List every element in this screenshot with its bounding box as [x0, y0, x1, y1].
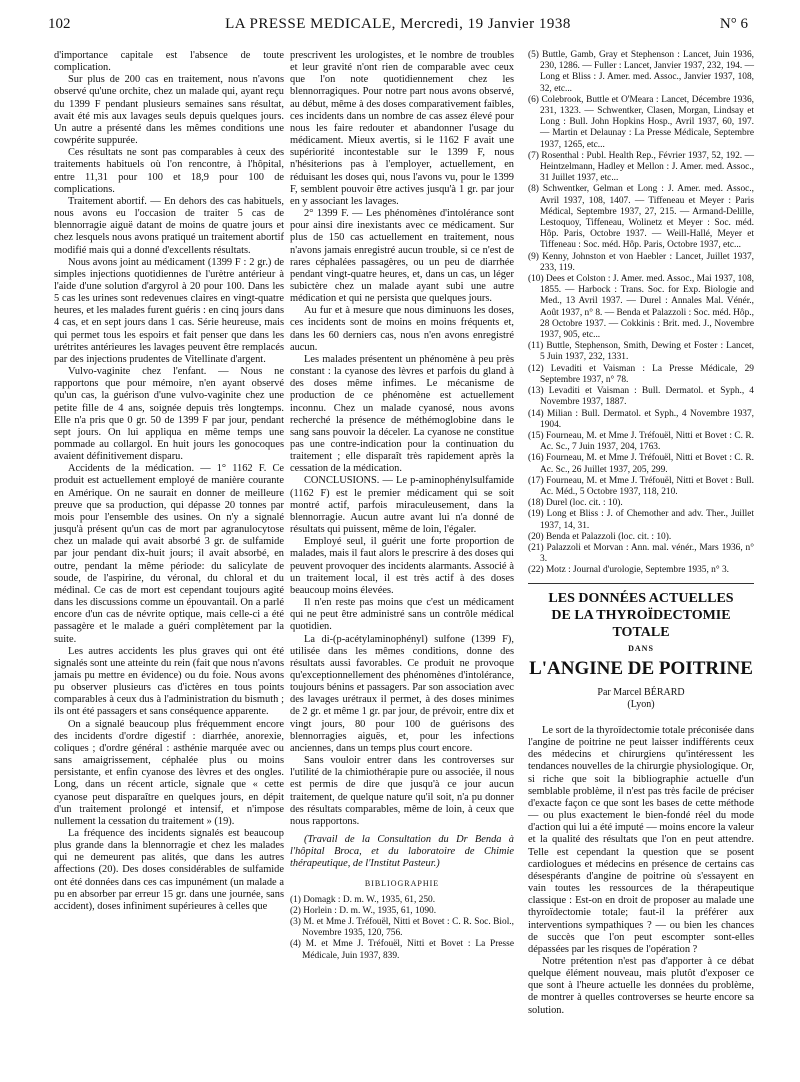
reference-item: (5) Buttle, Gamb, Gray et Stephenson : Lancet, Juin 1936, 230, 1286. — Fuller : Lancet, Janvier 1937, 232, 194. — Long et Bliss : J. Amer. med. Assoc., Janvier 1937, 108, 32, etc...	[528, 50, 754, 94]
paragraph: La fréquence des incidents signalés est beaucoup plus grande dans la blennorragie et chez les malades qui ne demeurent pas alités, que dans les autres affections (20). Des doses considérables de sulfamide ont été données dans ces cas impunément (un malade a pu en absorber par erreur 15 gr. dans une journée, sans accident), doses infiniment supérieures à celles que	[54, 828, 284, 912]
reference-item: (1) Domagk : D. m. W., 1935, 61, 250.	[290, 894, 436, 905]
affiliation-note: (Travail de la Consultation du Dr Benda à l'hôpital Broca, et du laboratoire de Chimie thérapeutique, de l'Institut Pasteur.)	[290, 834, 514, 870]
paragraph: Sans vouloir entrer dans les controverses sur l'utilité de la chimiothérapie pure ou associée, il nous est permis de dire que jusqu'à ce jour aucun traitement, de quelque nature qu'il soit, n'a pu donner des résultats comparables, même de loin, à ceux que nous rapportons.	[290, 755, 514, 827]
bibliography-heading: BIBLIOGRAPHIE	[364, 879, 440, 889]
paragraph: Il n'en reste pas moins que c'est un médicament qui ne peut être administré sans un contrôle médical quotidien.	[290, 597, 514, 633]
reference-item: (15) Fourneau, M. et Mme J. Tréfouël, Nitti et Bovet : C. R. Ac. Sc., 7 Juin 1937, 204, 1763.	[528, 430, 754, 453]
reference-item: (6) Colebrook, Buttle et O'Meara : Lancet, Décembre 1936, 231, 1323. — Schwentker, Clasen, Morgan, Lindsay et Long : Bull. John Hopkins Hosp., Avril 1937, 60, 197. — Martin et Delaunay : La Presse Médicale, Septembre 1937, 1265, etc...	[528, 94, 754, 150]
article-title-line-1: LES DONNÉES ACTUELLES	[548, 590, 734, 606]
column-2	[290, 50, 514, 962]
paragraph: Vulvo-vaginite chez l'enfant. — Nous ne rapportons que pour mémoire, n'en ayant observé qu'un cas, la guérison d'une vulvo-vaginite chez une petite fille de 4 ans, soignée depuis très longtemps. Elle n'a pris que 0 gr. 50 de 1399 F par jour, pendant sept jours. On lui appliqua en même temps une pommade au collargol. En huit jours les gonocoques avaient définitivement disparu.	[54, 366, 284, 463]
paragraph: Le sort de la thyroïdectomie totale préconisée dans l'angine de poitrine ne peut laisser indifférents ceux des médecins et chirurgiens qu'intéressent les tendances nouvelles de la chirurgie physiologique. Or, si riche que soit la bibliographie actuelle d'un semblable problème, il n'est pas très facile de préciser d'exacte façon ce que sont les bases de cette méthode — ou plus exactement le bien-fondé réel du mode d'action qui lui a été imputé — moins encore la valeur et la qualité des résultats que l'on en peut attendre. Telle est cependant la question que se posent cardiologues et médecins en présence de certains cas désespérants d'angine de poitrine où s'essayent en vain toutes les ressources de la thérapeutique classique : Est-on en droit de proposer au malade une thyroïdectomie totale; faut-il la préférer aux interventions sympathiques ? — ou bien les chances de succès que l'on peut escompter sont-elles dépassées par les risques de l'opération ?	[528, 725, 754, 955]
paragraph: prescrivent les urologistes, et le nombre de troubles et leur gravité n'ont rien de comparable avec ceux que l'on note quotidiennement chez les blennorragiques. Pour notre part nous avons observé, au début, même à des doses comparativement faibles, ces incidents dans un nombre de cas assez élevé pour nous les faire redouter et abandonner l'usage du médicament. Mieux avertis, si le 1162 F avait une supériorité incontestable sur le 1399 F, nous n'hésiterions pas à l'employer, actuellement, en réduisant les doses qui, nous l'avons vu, pour le 1399 F, semblent pouvoir être actives jusqu'à 1 gr. par jour en y associant les lavages.	[290, 50, 514, 207]
reference-item: (19) Long et Bliss : J. of Chemother and adv. Ther., Juillet 1937, 14, 31.	[528, 509, 754, 531]
issue-number: N° 6	[719, 16, 748, 32]
masthead-title: LA PRESSE MEDICALE, Mercredi, 19 Janvier 1938	[225, 16, 571, 32]
column-3	[528, 50, 754, 1017]
reference-item: (21) Palazzoli et Morvan : Ann. mal. vénér., Mars 1936, n° 3.	[528, 542, 754, 565]
reference-item: (22) Motz : Journal d'urologie, Septembre 1935, n° 3.	[528, 565, 729, 576]
article-title-line-2: DE LA THYROÏDECTOMIE TOTALE	[551, 607, 731, 640]
reference-item: (13) Levaditi et Vaisman : Bull. Dermatol. et Syph., 4 Novembre 1937, 1887.	[528, 386, 754, 408]
reference-item: (20) Benda et Palazzoli (loc. cit. : 10).	[528, 531, 672, 542]
column-1	[54, 50, 284, 913]
spacer	[528, 711, 754, 725]
paragraph: Au fur et à mesure que nous diminuons les doses, ces incidents sont de moins en moins fréquents et, dans les 60 derniers cas, nous n'en avons enregistré aucun.	[290, 305, 514, 353]
reference-item: (17) Fourneau, M. et Mme J. Tréfouël, Nitti et Bovet : Bull. Ac. Méd., 5 Octobre 1937, 118, 210.	[528, 475, 754, 497]
article-title-connector: DANS	[628, 643, 654, 653]
paragraph: Accidents de la médication. — 1° 1162 F. Ce produit est actuellement employé de manière courante en Amérique. On ne saurait en donner de meilleure preuve que sa production, qui dépasse 20 tonnes par mois pour l'ensemble des usines. On n'y a signalé jusqu'à présent qu'un cas de mort par agranulocytose chez un malade qui avait absorbé 3 gr. de sulfamide par jour pendant dix-huit jours; il avait absorbé, en outre, pendant la même période: du salicylate de soude, de l'aspirine, du véronal, du chloral et du médinal. Ce cas de mort est cependant toujours agité dans les discussions comme un épouvantail. On a parlé encore d'un cas de névrite optique, mais celle-ci a été passagère et le malade a guéri complètement par la suite.	[54, 463, 284, 645]
article-author: Par Marcel BÉRARD	[597, 686, 685, 698]
bibliography-list-continued	[528, 50, 754, 577]
paragraph: CONCLUSIONS. — Le p-aminophénylsulfamide (1162 F) est le premier médicament qui se soit montré actif, parfois miraculeusement, dans la blennorragie. Aucun autre avant lui n'a donné de résultats qui puissent, même de loin, l'égaler.	[290, 475, 514, 536]
reference-item: (7) Rosenthal : Publ. Health Rep., Février 1937, 52, 192. — Heintzelmann, Hadley et Mellon : J. Amer. med. Assoc., 31 Juillet 1937, etc...	[528, 150, 754, 184]
article-author-city: (Lyon)	[627, 698, 655, 710]
paragraph: Traitement abortif. — En dehors des cas habituels, nous avons eu l'occasion de traiter 5 cas de blennorragie aiguë datant de moins de quatre jours et chez lesquels nous avons pratiqué un traitement abortif modifié mais qui a donné d'excellents résultats.	[54, 195, 284, 256]
reference-item: (16) Fourneau, M. et Mme J. Tréfouël, Nitti et Bovet : C. R. Ac. Sc., 26 Juillet 1937, 205, 299.	[528, 453, 754, 475]
page-header	[48, 16, 748, 38]
reference-item: (9) Kenny, Johnston et von Haebler : Lancet, Juillet 1937, 233, 119.	[528, 251, 754, 273]
paragraph: Sur plus de 200 cas en traitement, nous n'avons observé qu'une orchite, chez un malade qui, ayant reçu du 1399 F pendant plusieurs semaines sans résultat, avait été mis aux lavages seuls depuis quelques jours. Un autre a présenté dans les mêmes conditions une cowpérite suppurée.	[54, 74, 284, 147]
article-title-line-3: L'ANGINE DE POITRINE	[529, 657, 753, 679]
page-number: 102	[48, 16, 71, 32]
reference-item: (11) Buttle, Stephenson, Smith, Dewing et Foster : Lancet, 5 Juin 1937, 232, 1331.	[528, 341, 754, 363]
reference-item: (18) Durel (loc. cit. : 10).	[528, 498, 623, 509]
reference-item: (2) Horlein : D. m. W., 1935, 61, 1090.	[290, 905, 437, 916]
reference-item: (4) M. et Mme J. Tréfouël, Nitti et Bovet : La Presse Médicale, Juin 1937, 839.	[290, 939, 514, 961]
paragraph: Nous avons joint au médicament (1399 F : 2 gr.) de simples injections quotidiennes de l'urètre antérieur à l'aide d'une solution d'argyrol à 20 pour 100. Dans les 5 cas les urines sont redevenues claires en vingt-quatre heures, et les malades furent guéris : en cinq jours dans 4 cas, et en sept jours dans 1 cas. Série heureuse, mais qui permet tous les espoirs et fait penser que dans les urétrites antérieures les lavages peuvent être remplacés par des injections prudentes de Vitellinate d'argent.	[54, 256, 284, 365]
reference-item: (8) Schwentker, Gelman et Long : J. Amer. med. Assoc., Avril 1937, 108, 1407. — Tiffeneau et Meyer : Paris Médical, Septembre 1937, 27, 215. — Armand-Delille, Lestoquoy, Tiffeneau, Wolinetz et Meyer : Soc. méd. Hôp. Paris, Octobre 1937. — Weill-Hallé, Meyer et Tiffeneau : Soc. méd. Hôp. Paris, Octobre 1937, etc...	[528, 184, 754, 251]
paragraph: On a signalé beaucoup plus fréquemment encore des incidents d'ordre digestif : diarrhée, anorexie, coliques ; d'ordre général : asthénie marquée avec ou sans amaigrissement, céphalée plus ou moins persistante, et enfin cyanose des lèvres et des ongles. Long, dans un récent article, signale que « cette cyanose peut disparaître en quelques jours, en dépit d'un traitement prolongé et intensif, et n'impose nullement la cessation du traitement » (19).	[54, 718, 284, 827]
paragraph: Les malades présentent un phénomène à peu près constant : la cyanose des lèvres et parfois du gland à des doses même infimes. Le mécanisme de production de ce phénomène est actuellement inconnu. Chez un malade cyanosé, nous avons recherché la présence de méthémoglobine dans le sang sans pouvoir la déceler. La cyanose ne constitue pas une contre-indication pour la continuation du traitement ; elle disparaît très rapidement après la cessation de la médication.	[290, 353, 514, 475]
paragraph: 2° 1399 F. — Les phénomènes d'intolérance sont pour ainsi dire inexistants avec ce médicament. Sur plus de 150 cas actuellement en traitement, nous n'avons jamais enregistré aucun trouble, si ce n'est de rares céphalées passagères, ou un peu de diarrhée pendant vingt-quatre heures, et, dans un cas, un léger subictère chez un malade ayant subi une autre médication et qui ne persista que quelques jours.	[290, 208, 514, 305]
paragraph: Ces résultats ne sont pas comparables à ceux des traitements habituels où l'on rencontre, à l'hôpital, entre 11,31 pour 100 et 18,9 pour 100 de complications.	[54, 147, 284, 195]
bibliography-list	[290, 895, 514, 962]
reference-item: (10) Dees et Colston : J. Amer. med. Assoc., Mai 1937, 108, 1855. — Harbock : Trans. Soc. for Exp. Biologie and Med., 13 Avril 1937. — Durel : Annales Mal. Vénér., Août 1937, n° 8. — Benda et Palazzoli : Soc. méd. Hôp., 28 Octobre 1937. — Cokkinis : Brit. med. J., Novembre 1937, 905, etc...	[528, 274, 754, 341]
paragraph: Employé seul, il guérit une forte proportion de malades, mais il faut alors le prescrire à des doses qui peuvent provoquer des incidents alarmants. Associé à un traitement local, il est très actif à des doses beaucoup moins élevées.	[290, 536, 514, 596]
paragraph: La di-(p-acétylaminophényl) sulfone (1399 F), utilisée dans les mêmes conditions, donne des résultats aussi favorables. Ce produit ne provoque qu'exceptionnellement des phénomènes d'intolérance, toujours bénins et passagers. Par son association avec des lavages urétraux il permet, à des doses minimes de 2 gr. et même 1 gr. par jour, de prévoir, entre dix et vingt jours, 80 pour 100 de guérisons des blennorragies aiguës, et, pour les infections anciennes, dans un temps plus court encore.	[290, 633, 514, 754]
paragraph: Les autres accidents les plus graves qui ont été signalés sont une atteinte du rein (fait que nous n'avons jamais pu mettre en évidence) ou du foie. Nous avons pu observer plusieurs cas d'ictères en tous points comparables à ceux dus à l'administration du bismuth ; ils ont été passagers et sans conséquence apparente.	[54, 645, 284, 718]
reference-item: (14) Milian : Bull. Dermatol. et Syph., 4 Novembre 1937, 1904.	[528, 408, 754, 430]
paragraph: Notre prétention n'est pas d'apporter à ce débat quelque élément nouveau, mais plutôt d'exposer ce que sont à l'heure actuelle les données du problème, de montrer à quelles controverses se heurte encore sa solution.	[528, 955, 754, 1016]
article-divider	[528, 583, 754, 584]
reference-item: (3) M. et Mme J. Tréfouël, Nitti et Bovet : C. R. Soc. Biol., Novembre 1935, 120, 756.	[290, 917, 514, 939]
reference-item: (12) Levaditi et Vaisman : La Presse Médicale, 29 Septembre 1937, n° 78.	[528, 363, 754, 385]
paragraph: d'importance capitale est l'absence de toute complication.	[54, 50, 284, 74]
